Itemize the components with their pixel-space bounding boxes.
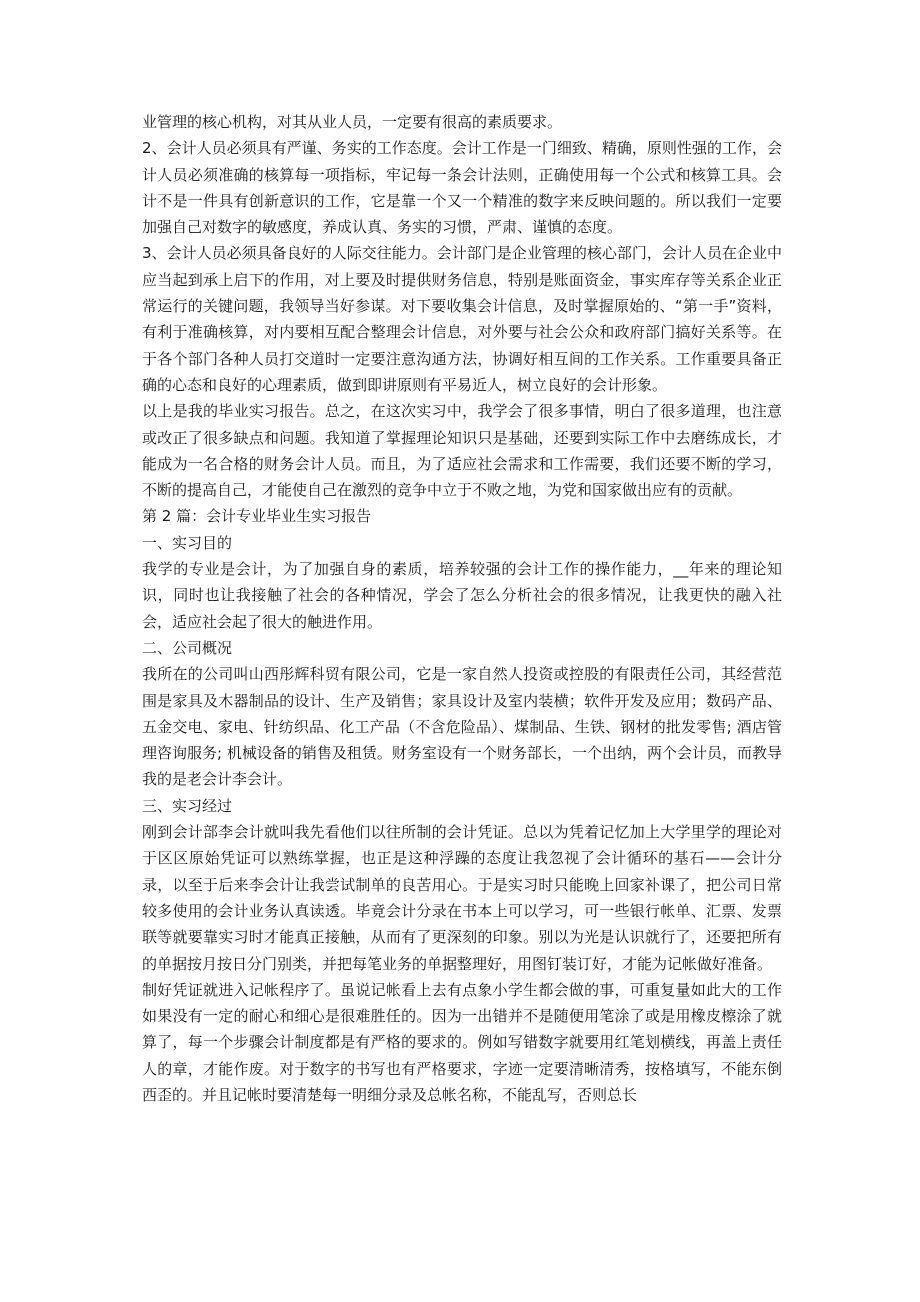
document-page: [142, 109, 782, 1108]
section-heading: 一、实习目的: [142, 533, 233, 552]
body-paragraph: 制好凭证就进入记帐程序了。虽说记帐看上去有点象小学生都会做的事，可重复量如此大的工作如果没有一定的耐心和细心是很难胜任的。因为一出错并不是随便用笔涂了或是用橡皮檫涂了就算了，每一个步骤会计制度都是有严格的要求的。例如写错数字就要用红笔划横线，再盖上责任人的章，才能作废。对于数字的书写也有严格要求，字迹一定要清晰清秀，按格填写，不能东倒西歪的。并且记帐时要清楚每一明细分录及总帐名称，不能乱写，否则总长: [142, 980, 782, 1104]
section-heading: 第 2 篇：会计专业毕业生实习报告: [142, 507, 372, 526]
body-paragraph: 我学的专业是会计，为了加强自身的素质，培养较强的会计工作的操作能力，__年来的理论知识，同时也让我接触了社会的各种情况，学会了怎么分析社会的很多情况，让我更快的融入社会，适应社会起了很大的触进作用。: [142, 560, 782, 631]
section-heading: 二、公司概况: [142, 638, 233, 657]
body-paragraph: 业管理的核心机构，对其从业人员，一定要有很高的素质要求。: [142, 113, 563, 131]
body-paragraph: 刚到会计部李会计就叫我先看他们以往所制的会计凭证。总以为凭着记忆加上大学里学的理论对于区区原始凭证可以熟练掌握，也正是这种浮躁的态度让我忽视了会计循环的基石——会计分录，以至于后来李会计让我尝试制单的良苦用心。于是实习时只能晚上回家补课了，把公司日常较多使用的会计业务认真读透。毕竟会计分录在书本上可以学习，可一些银行帐单、汇票、发票联等就要靠实习时才能真正接触，从而有了更深刻的印象。别以为光是认识就行了，还要把所有的单据按月按日分门别类，并把每笔业务的单据整理好，用图钉装订好，才能为记帐做好准备。: [142, 823, 782, 973]
body-paragraph: 我所在的公司叫山西彤辉科贸有限公司，它是一家自然人投资或控股的有限责任公司，其经营范围是家具及木器制品的设计、生产及销售；家具设计及室内装横；软件开发及应用；数码产品、五金交电、家电、针纺织品、化工产品（不含危险品）、煤制品、生铁、钢材的批发零售; 酒店管理咨询服务; 机械设备的销售及租赁。财务室设有一个财务部长，一个出纳，两个会计员，而教导我的是老会计李会计。: [142, 665, 782, 789]
body-paragraph: 2、会计人员必须具有严谨、务实的工作态度。会计工作是一门细致、精确，原则性强的工作，会计人员必须准确的核算每一项指标，牢记每一条会计法则，正确使用每一个公式和核算工具。会计不是一件具有创新意识的工作，它是靠一个又一个精准的数字来反映问题的。所以我们一定要加强自己对数字的敏感度，养成认真、务实的习惯，严肃、谨慎的态度。: [142, 139, 782, 237]
section-heading: 三、实习经过: [142, 796, 233, 815]
body-paragraph: 以上是我的毕业实习报告。总之，在这次实习中，我学会了很多事情，明白了很多道理，也注意或改正了很多缺点和问题。我知道了掌握理论知识只是基础，还要到实际工作中去磨练成长，才能成为一名合格的财务会计人员。而且，为了适应社会需求和工作需要，我们还要不断的学习，不断的提高自己，才能使自己在激烈的竞争中立于不败之地，为党和国家做出应有的贡献。: [142, 402, 782, 500]
body-paragraph: 3、会计人员必须具备良好的人际交往能力。会计部门是企业管理的核心部门，会计人员在企业中应当起到承上启下的作用，对上要及时提供财务信息，特别是账面资金，事实库存等关系企业正常运行的关键问题，我领导当好参谋。对下要收集会计信息，及时掌握原始的、“第一手”资料，有利于准确核算，对内要相互配合整理会计信息，对外要与社会公众和政府部门搞好关系等。在于各个部门各种人员打交道时一定要注意沟通方法，协调好相互间的工作关系。工作重要具备正确的心态和良好的心理素质，做到即讲原则有平易近人，树立良好的会计形象。: [142, 244, 782, 394]
